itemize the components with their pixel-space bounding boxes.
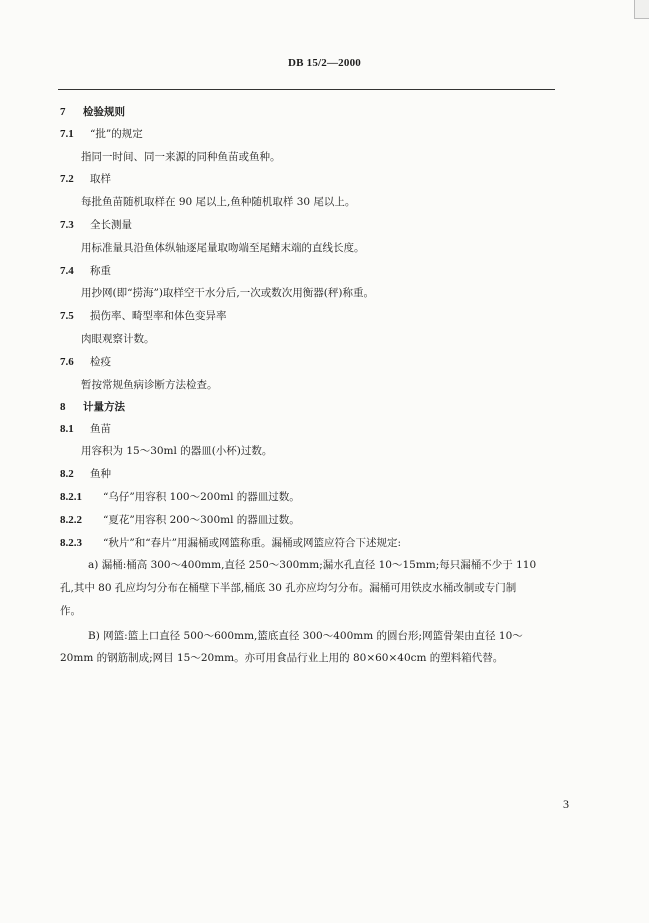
- section-number: 7.2: [60, 173, 74, 185]
- section-body: 暂按常规鱼病诊断方法检查。: [81, 379, 218, 391]
- page-number: 3: [563, 797, 569, 811]
- section-title: 鱼苗: [90, 423, 111, 435]
- section-title: 称重: [90, 265, 111, 277]
- section-number: 7.3: [60, 219, 74, 231]
- section-number: 7: [60, 106, 66, 118]
- paragraph-line: 作。: [60, 605, 81, 617]
- section-number: 7.6: [60, 356, 74, 368]
- header-rule: [58, 89, 555, 90]
- section-number: 8: [60, 401, 66, 413]
- section-body: 用标准量具沿鱼体纵轴逐尾量取吻端至尾鳍末端的直线长度。: [81, 242, 365, 254]
- section-number: 8.2.3: [60, 537, 82, 549]
- paragraph-line: 20mm 的钢筋制成;网目 15～20mm。亦可用食品行业上用的 80×60×40cm 的塑料箱代替。: [60, 652, 504, 664]
- page-header: DB 15/2—2000: [288, 57, 361, 69]
- section-title: 取样: [90, 173, 111, 185]
- section-body: 指同一时间、同一来源的同种鱼苗或鱼种。: [81, 151, 281, 163]
- page-corner-fold: [634, 0, 649, 19]
- section-title: 全长测量: [90, 219, 132, 231]
- section-body: 每批鱼苗随机取样在 90 尾以上,鱼种随机取样 30 尾以上。: [81, 196, 356, 208]
- section-body: 肉眼观察计数。: [81, 333, 155, 345]
- section-body: 用抄网(即“捞海”)取样空干水分后,一次或数次用衡器(秤)称重。: [81, 287, 374, 299]
- section-title: “乌仔”用容积 100～200ml 的器皿过数。: [103, 491, 300, 503]
- paragraph-line: a) 漏桶:桶高 300～400mm,直径 250～300mm;漏水孔直径 10～15mm;每只漏桶不少于 110: [88, 559, 537, 571]
- section-number: 7.5: [60, 310, 74, 322]
- paragraph-line: 孔,其中 80 孔应均匀分布在桶壁下半部,桶底 30 孔亦应均匀分布。漏桶可用铁皮水桶改制或专门制: [60, 582, 517, 594]
- section-number: 8.1: [60, 423, 74, 435]
- section-title: “夏花”用容积 200～300ml 的器皿过数。: [103, 514, 300, 526]
- section-title: 检疫: [90, 356, 111, 368]
- section-title: 鱼种: [90, 468, 111, 480]
- section-title: “批”的规定: [90, 128, 143, 140]
- section-title: “秋片”和“春片”用漏桶或网篮称重。漏桶或网篮应符合下述规定:: [103, 537, 402, 549]
- section-number: 7.4: [60, 265, 74, 277]
- section-body: 用容积为 15～30ml 的器皿(小杯)过数。: [81, 445, 273, 457]
- section-heading: 检验规则: [83, 106, 125, 118]
- section-number: 8.2.1: [60, 491, 82, 503]
- section-heading: 计量方法: [83, 401, 125, 413]
- section-number: 8.2: [60, 468, 74, 480]
- section-number: 7.1: [60, 128, 74, 140]
- section-title: 损伤率、畸型率和体色变异率: [90, 310, 227, 322]
- section-number: 8.2.2: [60, 514, 82, 526]
- paragraph-line: B) 网篮:篮上口直径 500～600mm,篮底直径 300～400mm 的圆台形;网篮骨架由直径 10～: [88, 630, 523, 642]
